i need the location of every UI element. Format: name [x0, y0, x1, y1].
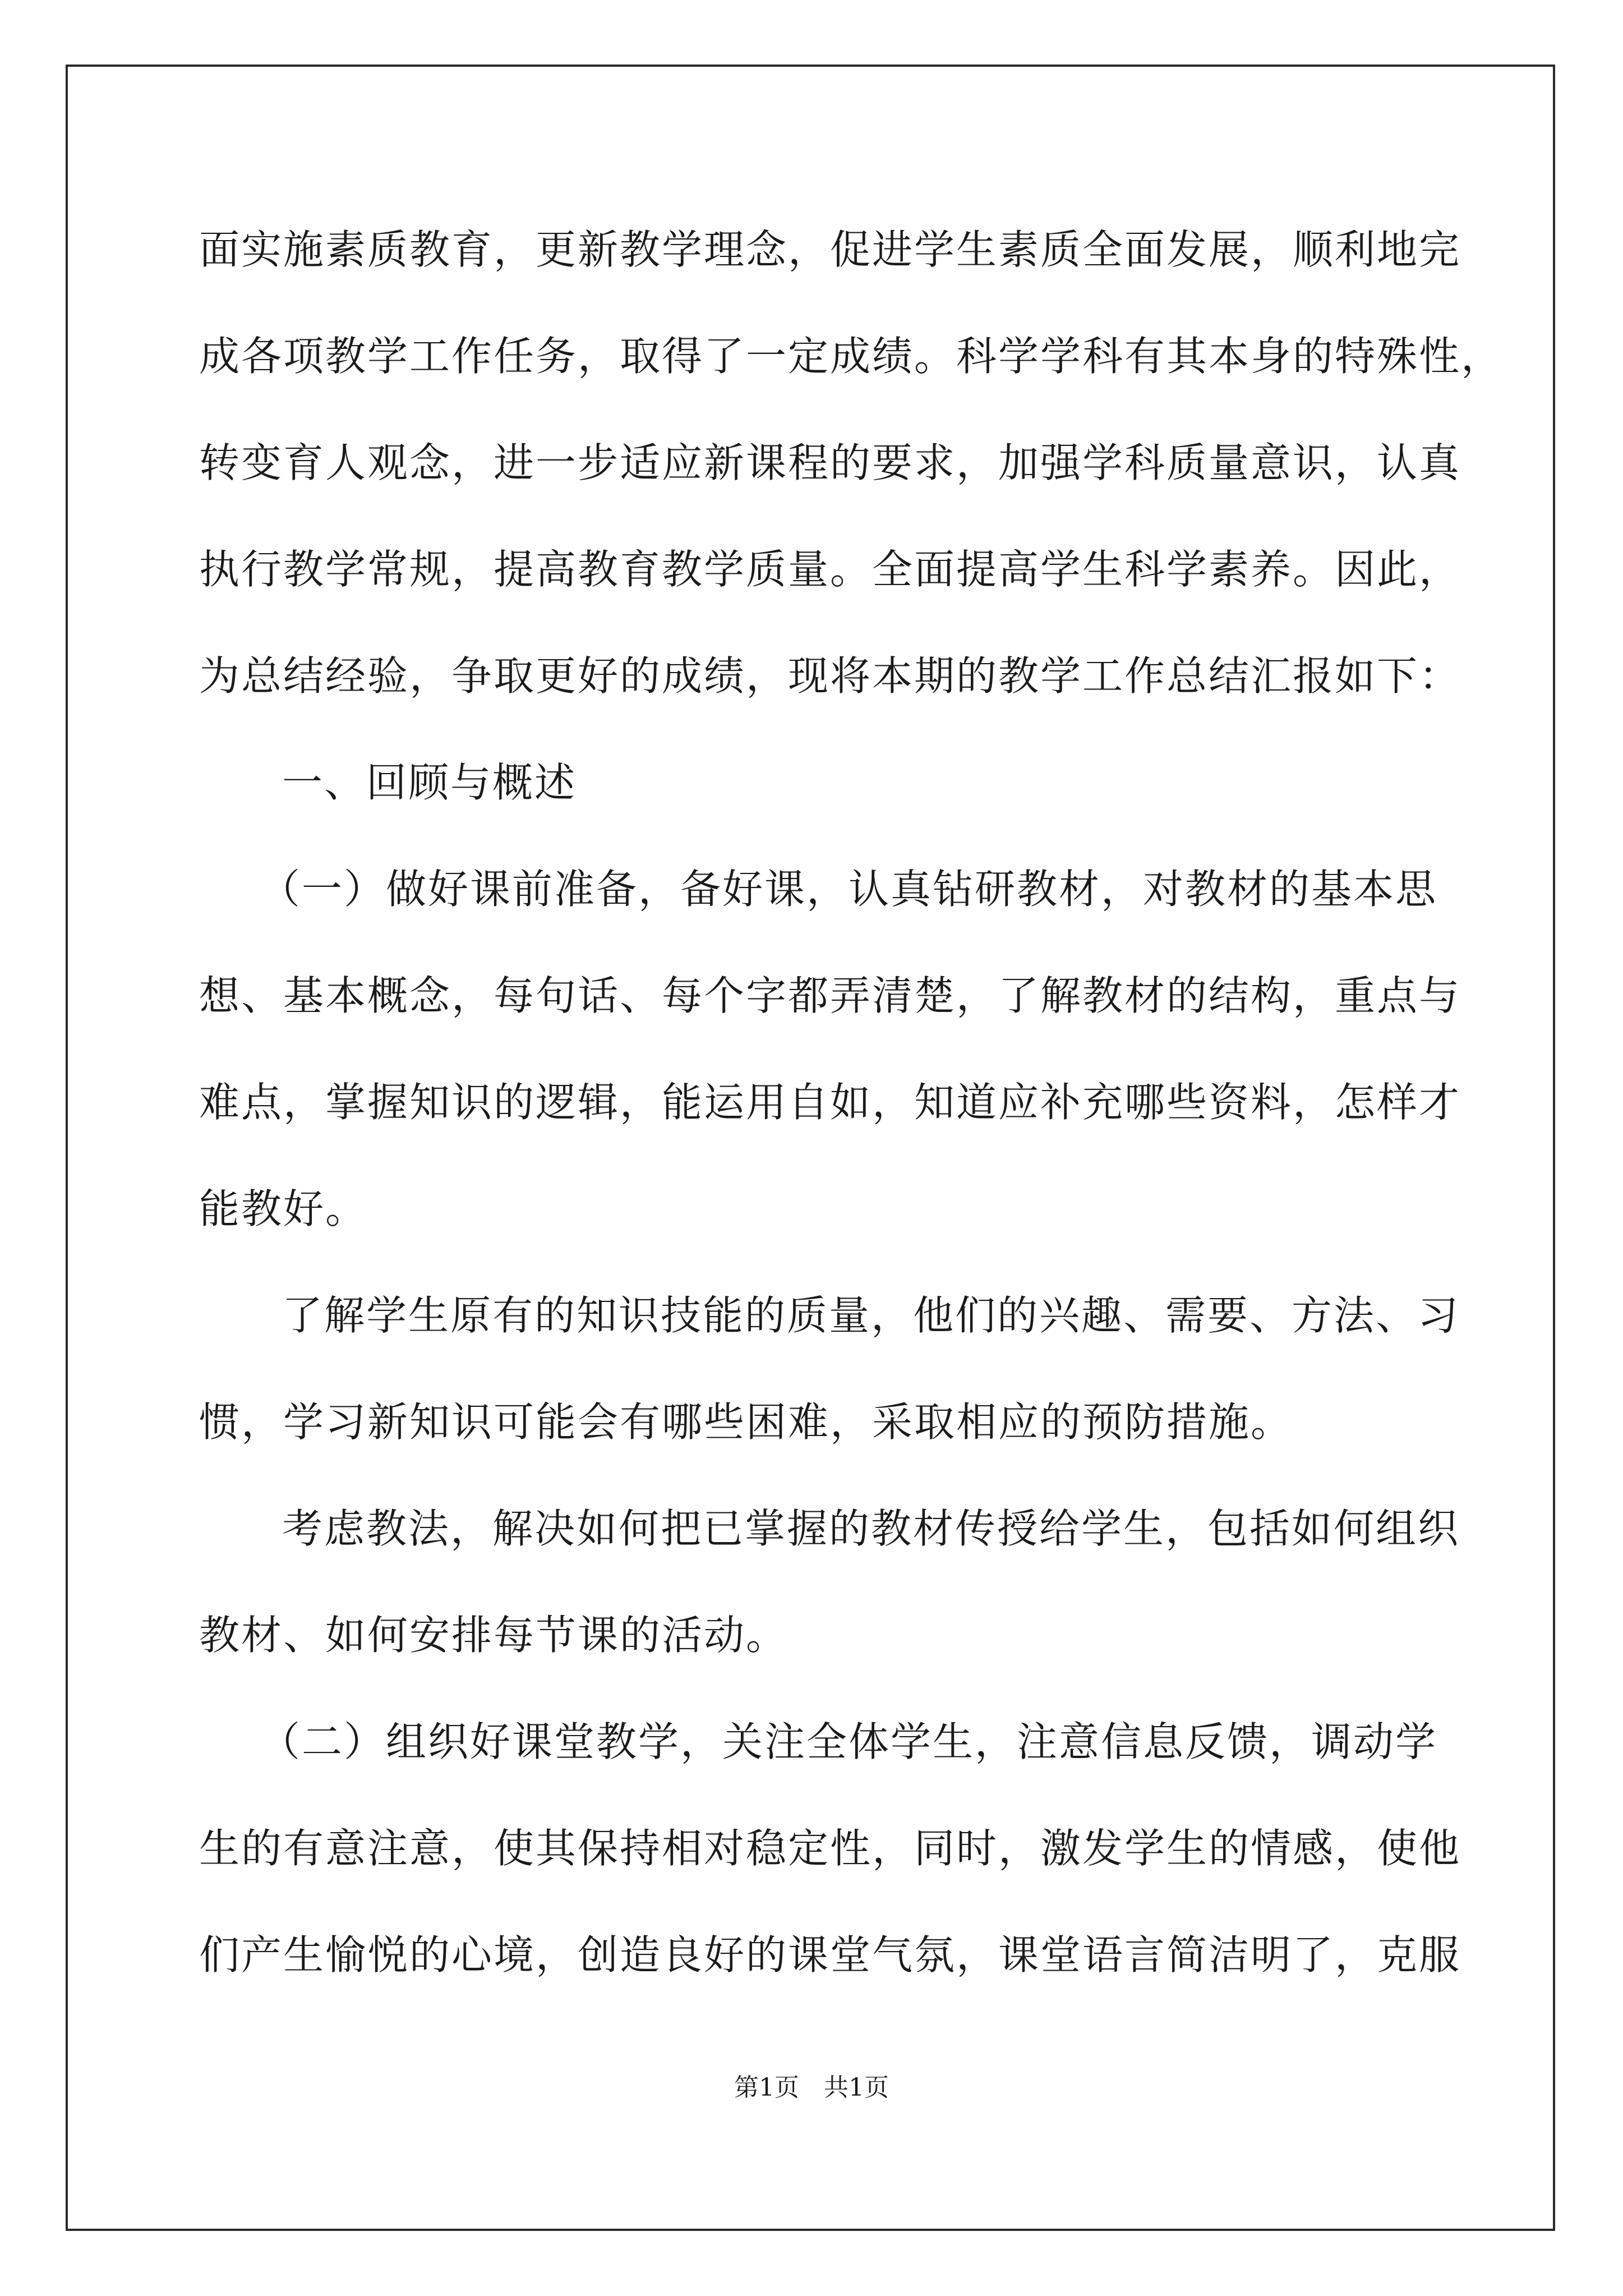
body-line: 面实施素质教育，更新教学理念，促进学生素质全面发展，顺利地完 [199, 226, 1461, 273]
body-line: 教材、如何安排每节课的活动。 [199, 1612, 789, 1659]
body-line: 生的有意注意，使其保持相对稳定性，同时，激发学生的情感，使他 [199, 1825, 1461, 1872]
paragraph-start: 考虑教法，解决如何把已掌握的教材传授给学生，包括如何组织 [282, 1505, 1460, 1552]
body-line: 想、基本概念，每句话、每个字都弄清楚，了解教材的结构，重点与 [199, 972, 1461, 1019]
page-border [66, 65, 1555, 2231]
body-line: 难点，掌握知识的逻辑，能运用自如，知道应补充哪些资料，怎样才 [199, 1079, 1461, 1126]
section-heading: 一、回顾与概述 [282, 759, 577, 806]
subsection-line: （二）组织好课堂教学，关注全体学生，注意信息反馈，调动学 [260, 1718, 1438, 1765]
body-line: 们产生愉悦的心境，创造良好的课堂气氛，课堂语言简洁明了，克服 [199, 1931, 1461, 1978]
page-number: 第1页 共1页 [734, 2073, 889, 2102]
body-line: 转变育人观念，进一步适应新课程的要求，加强学科质量意识，认真 [199, 439, 1461, 486]
body-line: 成各项教学工作任务，取得了一定成绩。科学学科有其本身的特殊性， [199, 333, 1504, 380]
paragraph-start: 了解学生原有的知识技能的质量，他们的兴趣、需要、方法、习 [282, 1292, 1460, 1339]
body-line: 惯，学习新知识可能会有哪些困难，采取相应的预防措施。 [199, 1398, 1293, 1446]
body-line: 执行教学常规，提高教育教学质量。全面提高学生科学素养。因此， [199, 546, 1461, 593]
body-line: 为总结经验，争取更好的成绩，现将本期的教学工作总结汇报如下： [199, 652, 1461, 700]
body-line: 能教好。 [199, 1185, 368, 1232]
subsection-line: （一）做好课前准备，备好课，认真钻研教材，对教材的基本思 [260, 866, 1438, 913]
